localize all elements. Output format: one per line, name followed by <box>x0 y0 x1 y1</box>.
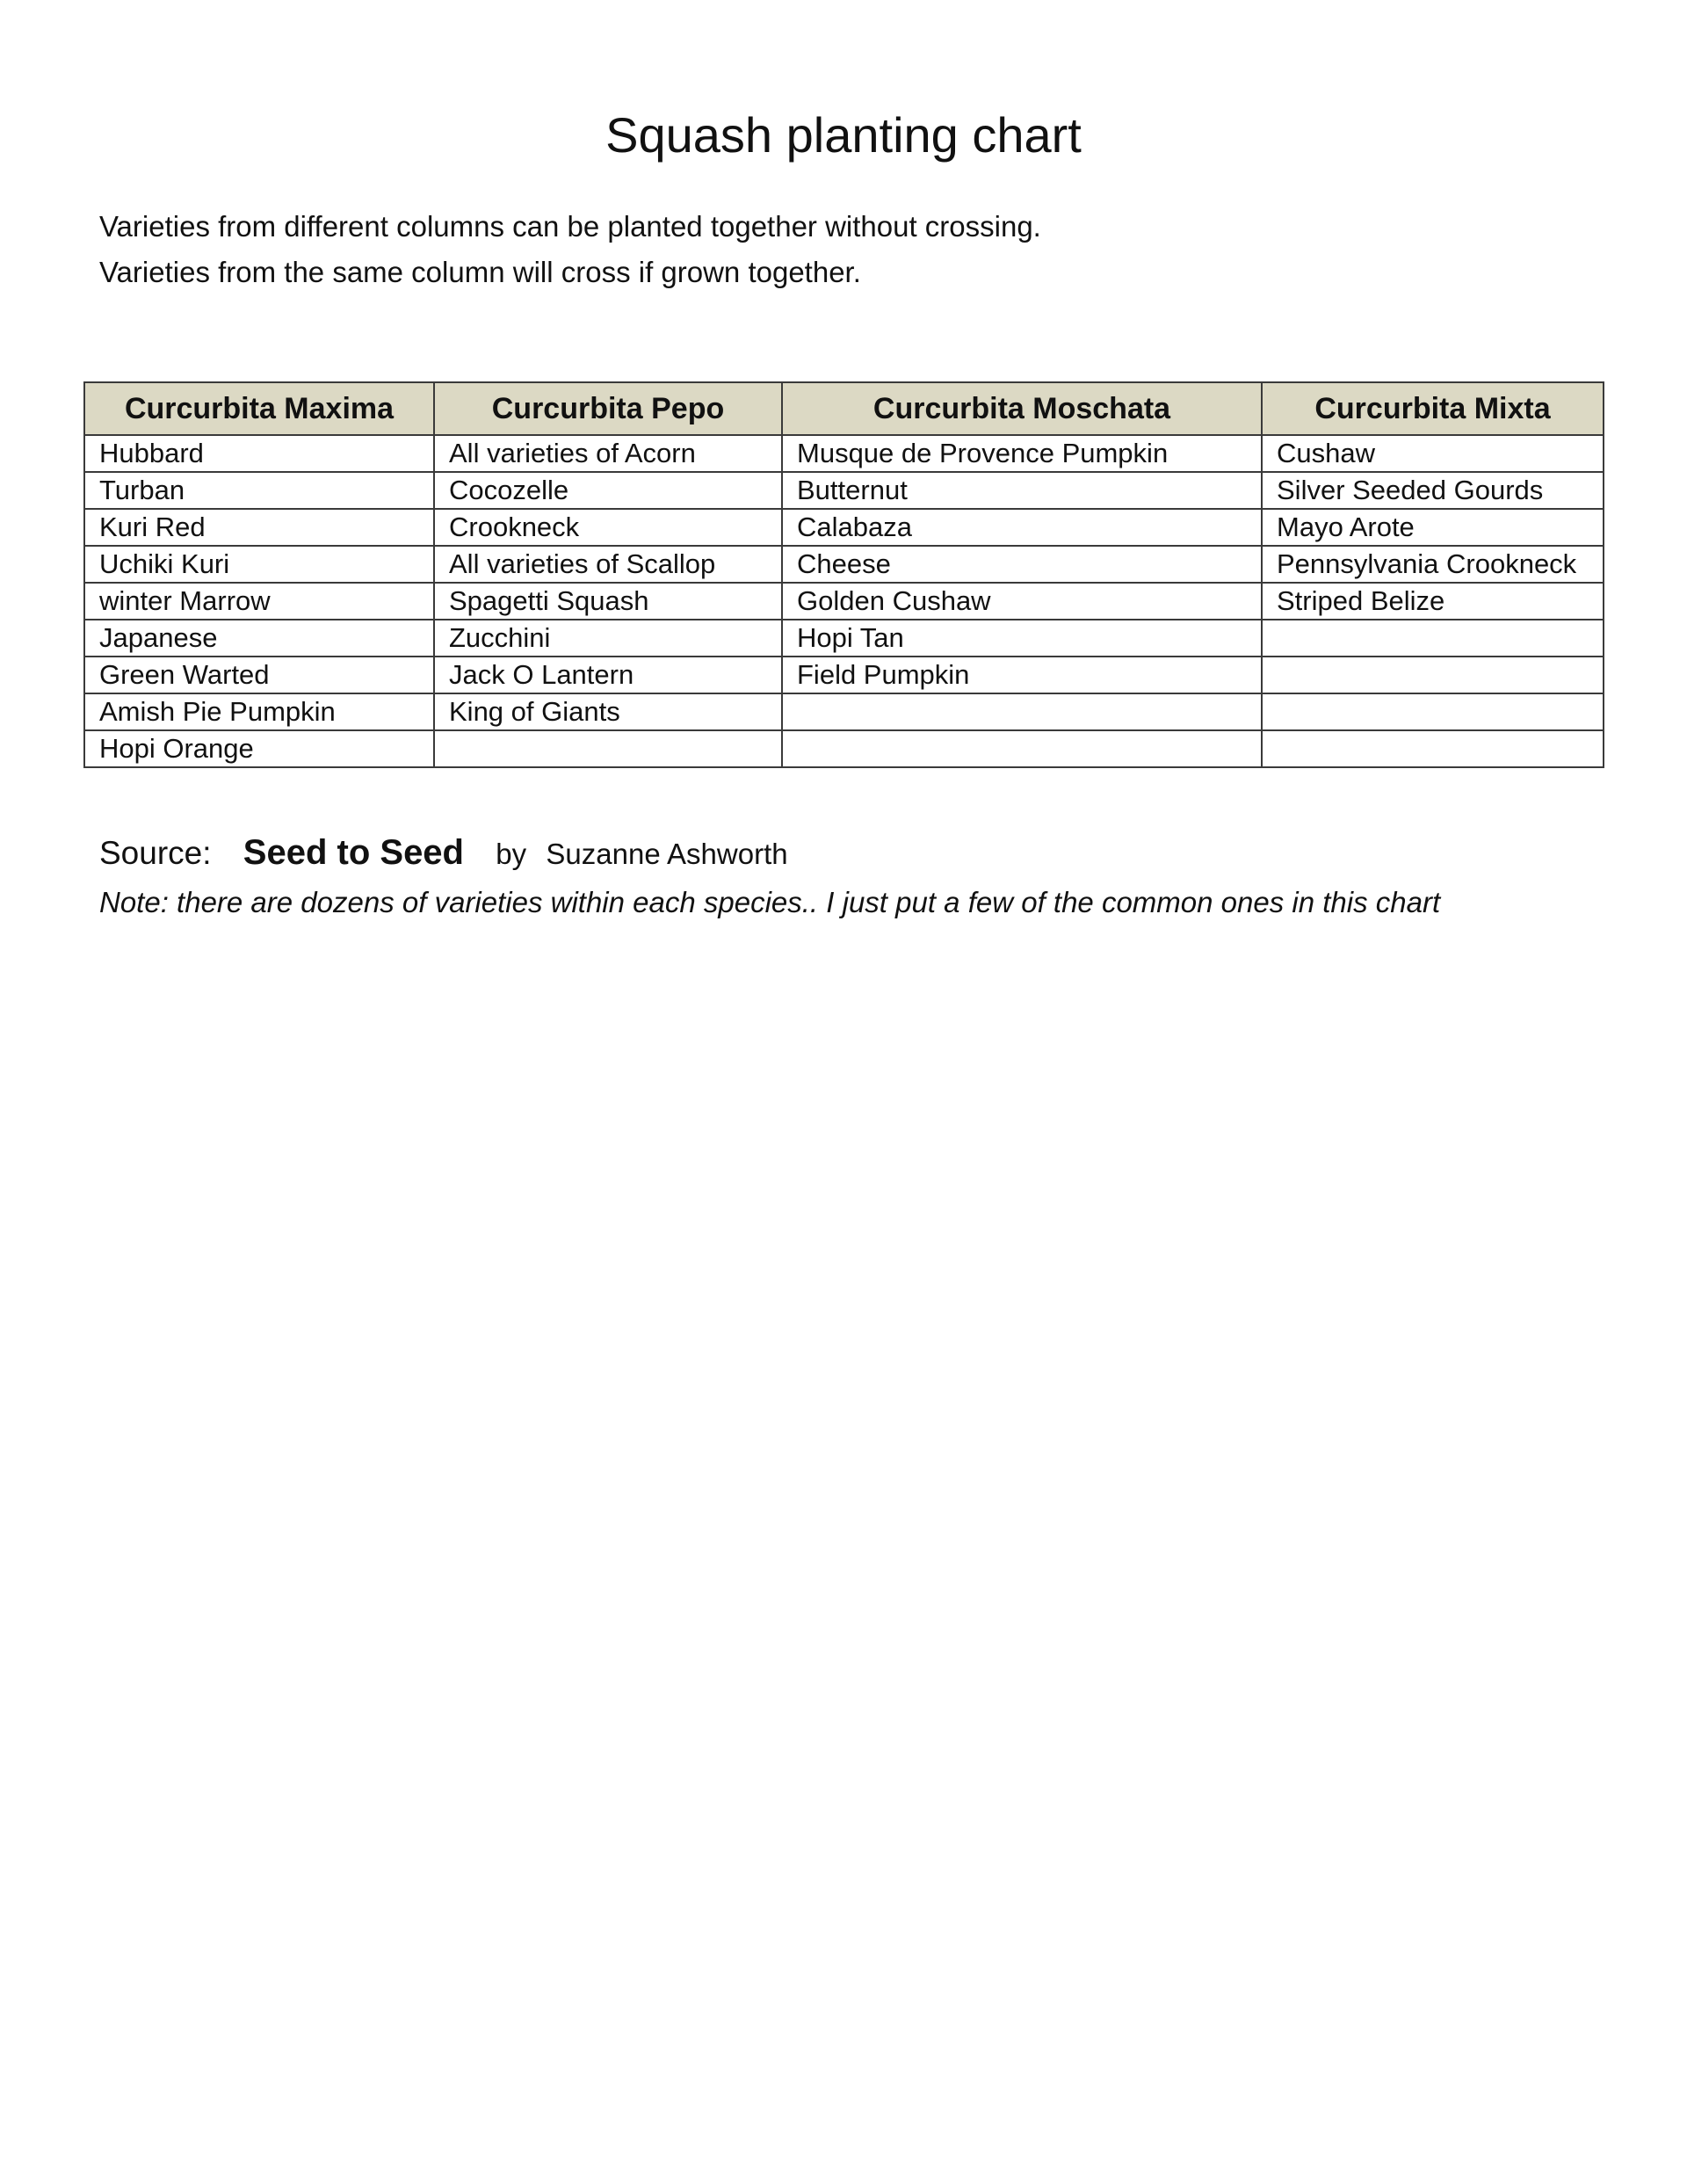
table-cell: Uchiki Kuri <box>84 546 434 583</box>
column-header-pepo: Curcurbita Pepo <box>434 382 782 435</box>
table-cell: Mayo Arote <box>1262 509 1604 546</box>
table-cell: All varieties of Scallop <box>434 546 782 583</box>
table-cell <box>1262 657 1604 693</box>
table-row <box>84 657 1604 693</box>
intro-line: Varieties from different columns can be planted together without crossing. <box>99 210 1041 243</box>
table-cell: Hopi Tan <box>782 620 1262 657</box>
table-cell <box>1262 730 1604 767</box>
column-header-maxima: Curcurbita Maxima <box>84 382 434 435</box>
table-row <box>84 583 1604 620</box>
table-cell <box>1262 620 1604 657</box>
table-row <box>84 472 1604 509</box>
table-cell: Crookneck <box>434 509 782 546</box>
table-cell: Striped Belize <box>1262 583 1604 620</box>
source-by: by <box>496 838 527 870</box>
table-cell: Cushaw <box>1262 435 1604 472</box>
intro-text <box>99 204 1041 295</box>
table-cell <box>1262 693 1604 730</box>
table-cell: Butternut <box>782 472 1262 509</box>
table-cell: Turban <box>84 472 434 509</box>
table-cell: Musque de Provence Pumpkin <box>782 435 1262 472</box>
table-cell: Jack O Lantern <box>434 657 782 693</box>
column-header-mixta: Curcurbita Mixta <box>1262 382 1604 435</box>
page-title: Squash planting chart <box>605 107 1082 163</box>
table-row <box>84 693 1604 730</box>
source-author: Suzanne Ashworth <box>546 838 788 870</box>
table-cell <box>782 693 1262 730</box>
table-cell: winter Marrow <box>84 583 434 620</box>
table-cell: Zucchini <box>434 620 782 657</box>
table-row <box>84 620 1604 657</box>
table-row <box>84 730 1604 767</box>
table-cell <box>434 730 782 767</box>
table-row <box>84 546 1604 583</box>
table-cell: Pennsylvania Crookneck <box>1262 546 1604 583</box>
table-row <box>84 435 1604 472</box>
squash-species-table <box>83 381 1604 768</box>
table-cell: Hubbard <box>84 435 434 472</box>
table-cell: Hopi Orange <box>84 730 434 767</box>
table-cell: Golden Cushaw <box>782 583 1262 620</box>
table-cell: Green Warted <box>84 657 434 693</box>
table-cell: Field Pumpkin <box>782 657 1262 693</box>
table-cell: Kuri Red <box>84 509 434 546</box>
footnote: Note: there are dozens of varieties within each species.. I just put a few of the common ones in this chart <box>99 886 1441 918</box>
table-cell: Silver Seeded Gourds <box>1262 472 1604 509</box>
table-cell: King of Giants <box>434 693 782 730</box>
table-cell: Spagetti Squash <box>434 583 782 620</box>
source-citation <box>99 828 788 879</box>
table-row <box>84 509 1604 546</box>
table-cell: Japanese <box>84 620 434 657</box>
table-cell: Calabaza <box>782 509 1262 546</box>
source-book-title: Seed to Seed <box>243 833 464 872</box>
table-cell: Cocozelle <box>434 472 782 509</box>
column-header-moschata: Curcurbita Moschata <box>782 382 1262 435</box>
table-cell: All varieties of Acorn <box>434 435 782 472</box>
source-label: Source: <box>99 835 212 871</box>
intro-line: Varieties from the same column will cross if grown together. <box>99 256 861 288</box>
table-cell: Amish Pie Pumpkin <box>84 693 434 730</box>
table-cell: Cheese <box>782 546 1262 583</box>
table-cell <box>782 730 1262 767</box>
table-header-row <box>84 382 1604 435</box>
